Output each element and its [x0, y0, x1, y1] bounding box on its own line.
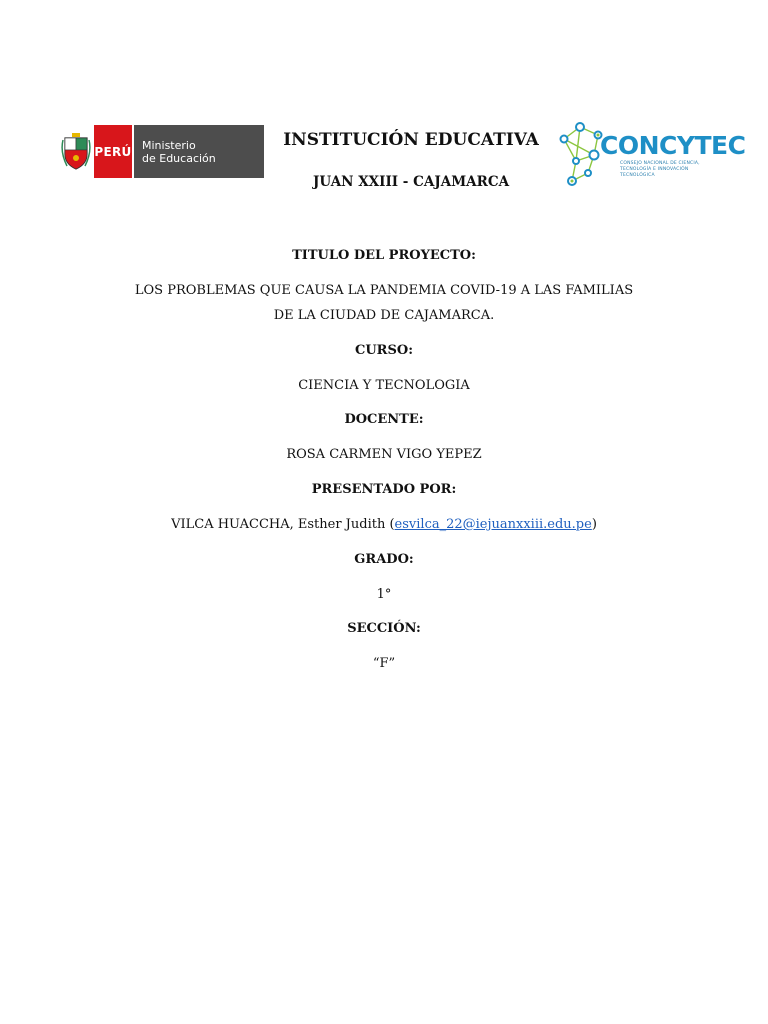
- student-line: [0, 517, 768, 532]
- institution-name: JUAN XXIII - CAJAMARCA: [312, 174, 510, 190]
- ministerio-line2: de Educación: [142, 151, 216, 165]
- student-email-link[interactable]: esvilca_22@iejuanxxiii.edu.pe: [394, 517, 592, 532]
- project-title-line1: LOS PROBLEMAS QUE CAUSA LA PANDEMIA COVID-19 A LAS FAMILIAS: [134, 283, 634, 298]
- student-close-paren: ): [591, 517, 597, 532]
- peru-label: PERÚ: [94, 125, 132, 178]
- ministerio-line1: Ministerio: [142, 138, 196, 152]
- ministerio-educacion-logo: [58, 125, 264, 178]
- grade-label: GRADO:: [354, 552, 414, 567]
- teacher-value: ROSA CARMEN VIGO YEPEZ: [286, 447, 482, 462]
- institution-title: INSTITUCIÓN EDUCATIVA: [283, 130, 539, 150]
- section-value: “F”: [372, 656, 396, 671]
- grade-value: 1°: [376, 587, 392, 602]
- concytec-wordmark: CONCYTEC: [600, 131, 746, 160]
- teacher-label: DOCENTE:: [344, 412, 424, 427]
- section-label: SECCIÓN:: [347, 621, 421, 636]
- course-value: CIENCIA Y TECNOLOGIA: [298, 378, 470, 393]
- ministerio-label: [132, 125, 264, 178]
- concytec-subtitle: CONSEJO NACIONAL DE CIENCIA, TECNOLOGÍA E INNOVACIÓN TECNOLÓGICA: [620, 161, 700, 178]
- project-title-line2: DE LA CIUDAD DE CAJAMARCA.: [273, 308, 495, 323]
- project-label: TITULO DEL PROYECTO:: [292, 248, 476, 263]
- course-label: CURSO:: [355, 343, 413, 358]
- presented-by-label: PRESENTADO POR:: [311, 482, 457, 497]
- concytec-logo: [558, 121, 746, 189]
- concytec-network-icon: [558, 121, 606, 189]
- student-name: VILCA HUACCHA, Esther Judith (: [171, 517, 395, 532]
- peru-coat-of-arms-icon: [58, 125, 94, 178]
